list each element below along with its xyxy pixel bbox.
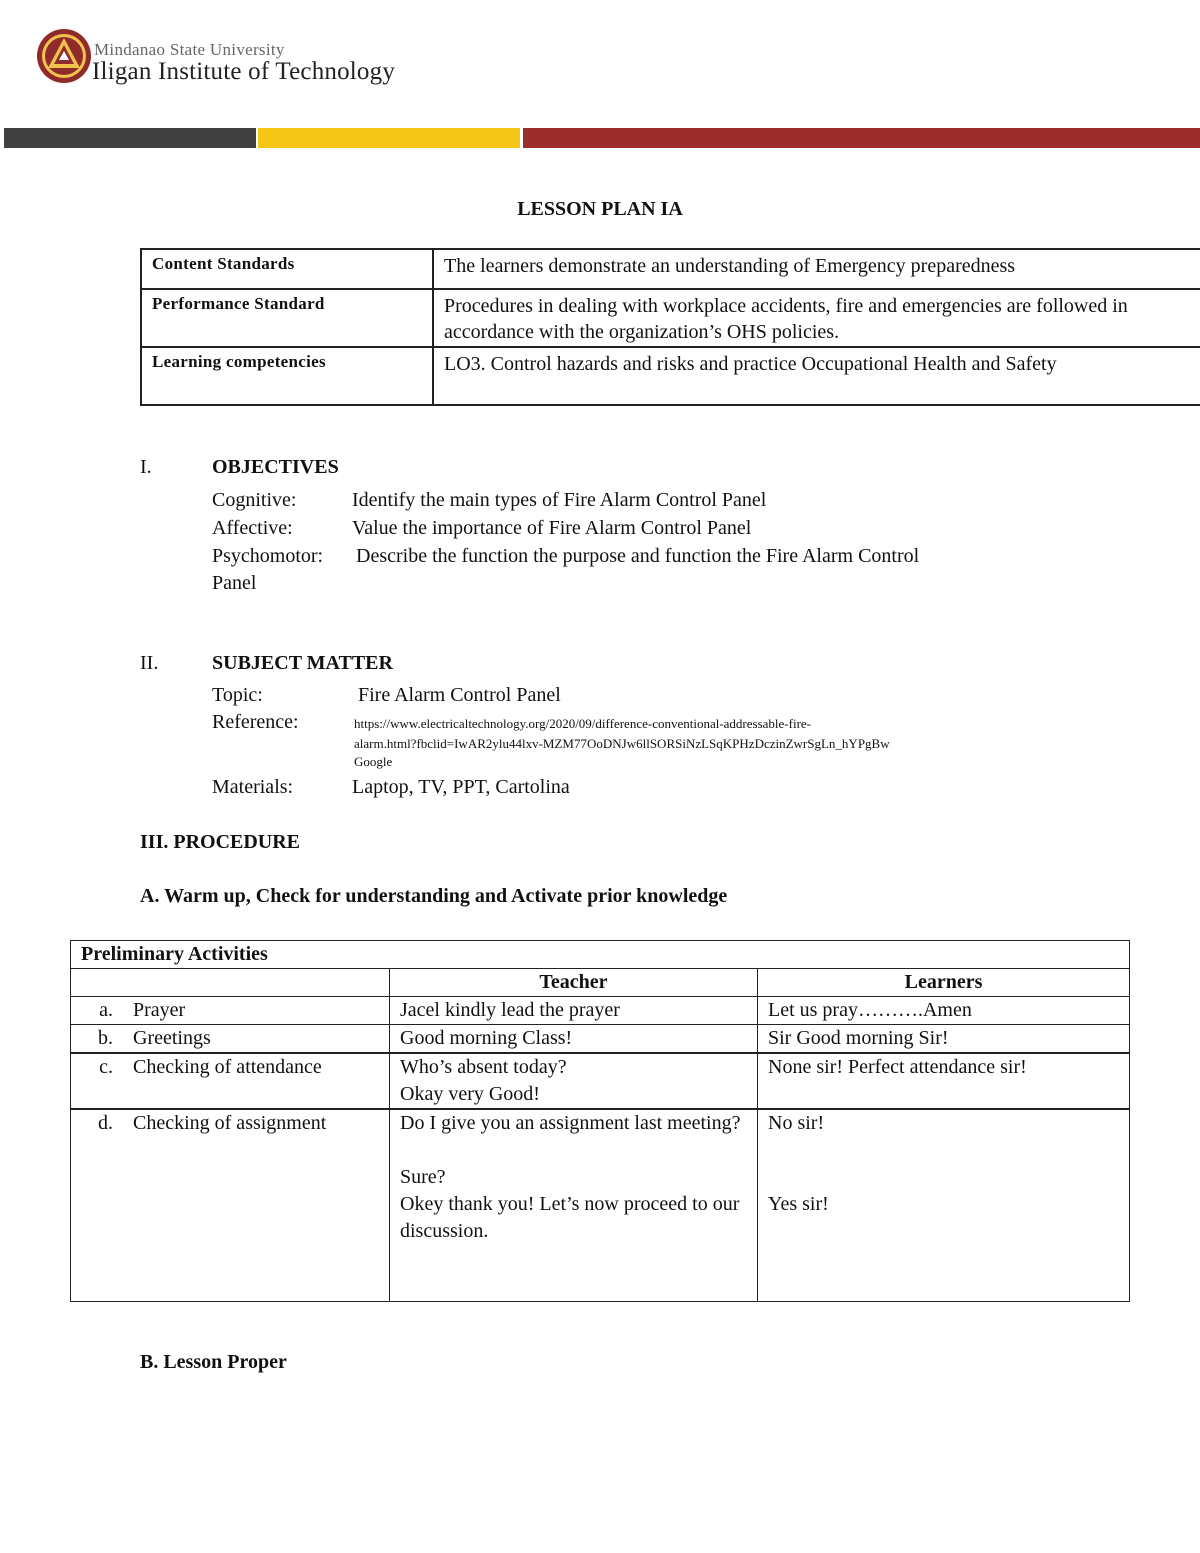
- activity-name: Prayer: [133, 999, 186, 1021]
- standards-table: [140, 248, 1200, 406]
- reference-label: Reference:: [212, 711, 299, 733]
- learners-column-header: Learners: [758, 969, 1130, 997]
- content-standards-label: Content Standards: [141, 249, 433, 289]
- table-row: [71, 997, 1130, 1025]
- performance-standard-value: Procedures in dealing with workplace accidents, fire and emergencies are followed in accordance with the organization’s OHS policies.: [433, 289, 1200, 347]
- reference-source: Google: [354, 754, 393, 769]
- teacher-cell: Jacel kindly lead the prayer: [390, 997, 758, 1025]
- reference-link-line-2[interactable]: alarm.html?fbclid=IwAR2ylu44lxv-MZM77OoDNJw6llSORSiNzLSqKPHzDczinZwrSgLn_hYPgBw: [354, 736, 890, 751]
- preliminary-activities-title: Preliminary Activities: [71, 941, 1130, 969]
- color-bar-red: [523, 128, 1200, 148]
- learners-line: No sir!: [768, 1112, 825, 1134]
- activity-letter: d.: [98, 1112, 113, 1134]
- objective-psychomotor-label: Psychomotor:: [212, 545, 324, 567]
- header-color-bar: [4, 128, 1200, 148]
- document-title: LESSON PLAN IA: [517, 198, 683, 220]
- table-row: [71, 1025, 1130, 1054]
- learners-cell: None sir! Perfect attendance sir!: [758, 1053, 1130, 1109]
- content-standards-value: The learners demonstrate an understanding of Emergency preparedness: [433, 249, 1200, 289]
- learners-cell: Sir Good morning Sir!: [758, 1025, 1130, 1054]
- institute-logo-icon: [36, 28, 92, 84]
- teacher-cell: [390, 1053, 758, 1109]
- teacher-line: Sure?: [400, 1166, 446, 1188]
- learners-line: Yes sir!: [768, 1193, 829, 1215]
- university-name: Mindanao State University: [94, 40, 285, 59]
- table-row: [141, 289, 1200, 347]
- teacher-column-header: Teacher: [390, 969, 758, 997]
- section-b-heading: B. Lesson Proper: [140, 1351, 287, 1373]
- learners-cell: Let us pray……….Amen: [758, 997, 1130, 1025]
- subject-matter-heading: SUBJECT MATTER: [212, 652, 393, 674]
- table-row: [141, 347, 1200, 405]
- color-bar-gold: [258, 128, 520, 148]
- institute-name: Iligan Institute of Technology: [92, 58, 396, 85]
- activity-letter: c.: [99, 1056, 113, 1078]
- table-row: [71, 969, 1130, 997]
- objective-cognitive-label: Cognitive:: [212, 489, 297, 511]
- topic-value: Fire Alarm Control Panel: [358, 684, 561, 706]
- teacher-line: Who’s absent today?: [400, 1056, 567, 1078]
- activity-letter: b.: [98, 1027, 113, 1049]
- teacher-line: Okay very Good!: [400, 1083, 540, 1105]
- objective-psychomotor-text: Describe the function the purpose and function the Fire Alarm Control: [356, 545, 920, 567]
- teacher-line: Okey thank you! Let’s now proceed to our discussion.: [400, 1193, 740, 1242]
- objectives-number: I.: [140, 456, 152, 478]
- subject-matter-number: II.: [140, 652, 159, 674]
- teacher-cell: [390, 1109, 758, 1301]
- activity-column-header: [71, 969, 390, 997]
- learning-competencies-label: Learning competencies: [141, 347, 433, 405]
- objective-affective-text: Value the importance of Fire Alarm Control Panel: [352, 517, 752, 539]
- topic-label: Topic:: [212, 684, 263, 706]
- activity-cell: [71, 1025, 390, 1054]
- procedure-heading: III. PROCEDURE: [140, 831, 301, 853]
- preliminary-activities-table: [70, 940, 1130, 1302]
- activity-cell: [71, 1109, 390, 1301]
- learners-cell: [758, 1109, 1130, 1301]
- activity-letter: a.: [99, 999, 113, 1021]
- color-bar-gray: [4, 128, 256, 148]
- objective-psychomotor-continuation: Panel: [212, 572, 257, 594]
- activity-name: Checking of assignment: [133, 1112, 327, 1134]
- table-row: [71, 941, 1130, 969]
- section-a-heading: A. Warm up, Check for understanding and Activate prior knowledge: [140, 885, 728, 907]
- learning-competencies-value: LO3. Control hazards and risks and practice Occupational Health and Safety: [433, 347, 1200, 405]
- objective-affective-label: Affective:: [212, 517, 293, 539]
- objective-cognitive-text: Identify the main types of Fire Alarm Control Panel: [352, 489, 767, 511]
- activity-cell: [71, 997, 390, 1025]
- activity-cell: [71, 1053, 390, 1109]
- teacher-cell: Good morning Class!: [390, 1025, 758, 1054]
- objectives-heading: OBJECTIVES: [212, 456, 339, 478]
- table-row: [71, 1109, 1130, 1301]
- activity-name: Checking of attendance: [133, 1056, 322, 1078]
- materials-label: Materials:: [212, 776, 294, 798]
- reference-link-line-1[interactable]: https://www.electricaltechnology.org/2020/09/difference-conventional-addressable-fire-: [354, 716, 811, 731]
- table-row: [71, 1053, 1130, 1109]
- table-row: [141, 249, 1200, 289]
- materials-value: Laptop, TV, PPT, Cartolina: [352, 776, 570, 798]
- activity-name: Greetings: [133, 1027, 211, 1049]
- performance-standard-label: Performance Standard: [141, 289, 433, 347]
- teacher-line: Do I give you an assignment last meeting?: [400, 1112, 741, 1134]
